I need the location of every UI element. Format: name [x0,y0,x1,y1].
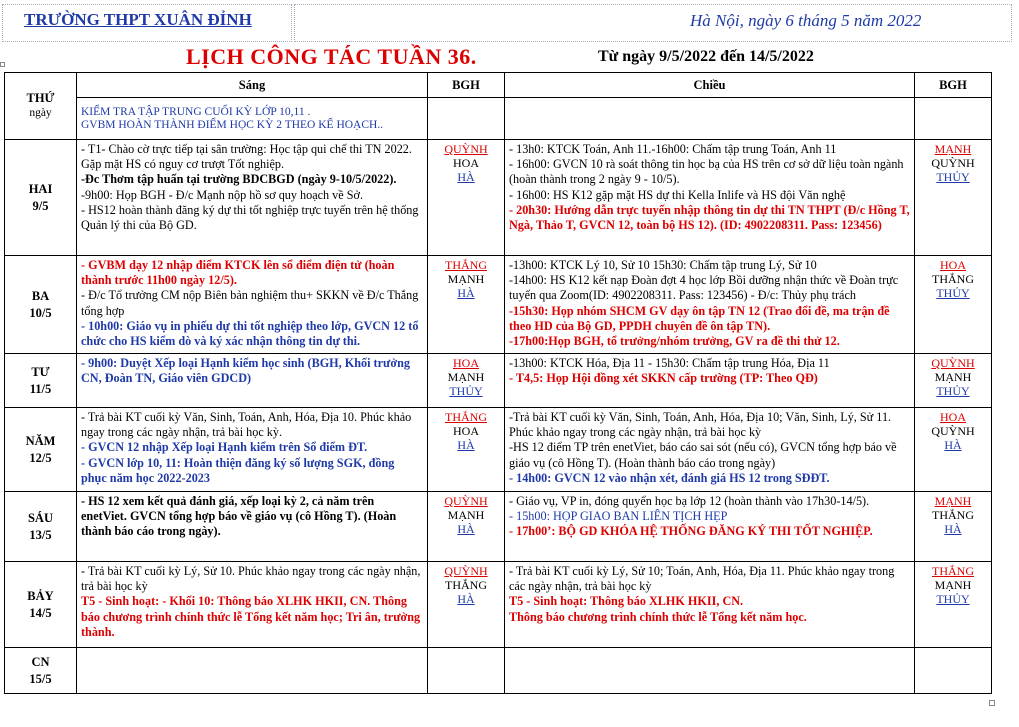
bgh-morning-cell[interactable] [428,562,505,648]
schedule-table [4,72,992,694]
bgh-afternoon-cell[interactable] [915,354,992,408]
day-date: 9/5 [32,198,49,213]
day-name: CN [31,654,50,669]
bgh1-entry: THẮNG [445,410,487,424]
bgh2-entry: THỦY [936,384,970,398]
day-column-header [5,73,77,140]
morning-entry: - HS 12 xem kết quả đánh giá, xếp loại kỳ 2, cả năm trên enetViet. GVCN tổng hợp báo về giáo vụ (cô Hồng T). (Hoàn thành báo cáo trong ngày). [81,494,397,539]
afternoon-cell[interactable] [505,256,915,354]
afternoon-entry: - 16h00: HS K12 gặp mặt HS dự thi Kella Inlife và HS đội Văn nghệ [509,187,846,202]
page-title: LỊCH CÔNG TÁC TUẦN 36. [186,44,477,69]
afternoon-entry: -15h30: Họp nhóm SHCM GV dạy ôn tập TN 12 (Trao đổi đề, ma trận đề theo HD của Bộ GD, PPDH chuyên đề ôn tập TN). [509,303,890,333]
bgh1-entry: HÀ [457,522,475,536]
morning-cell[interactable] [77,648,428,694]
afternoon-entry: - 17h00’: BỘ GD KHÓA HỆ THỐNG ĐĂNG KÝ THI TỐT NGHIỆP. [509,524,873,539]
bgh2-entry: THẮNG [932,564,974,578]
afternoon-entry: - Giáo vụ, VP in, đóng quyển học bạ lớp 12 (hoàn thành vào 17h30-14/5). [509,494,870,508]
morning-entry: -Đc Thơm tập huấn tại trường BDCBGD (ngày 9-10/5/2022). [81,172,397,187]
day-cell [5,256,77,354]
bgh2-entry: THẮNG [932,508,974,522]
bgh2-entry: MẠNH [934,370,972,384]
bgh1-entry: HÀ [457,438,475,452]
bgh1-entry: THẮNG [445,578,487,592]
bgh1-entry: THẮNG [445,258,487,272]
bgh1-entry: HÀ [457,592,475,606]
morning-entry: - Trả bài KT cuối kỳ Lý, Sử 10. Phúc khảo ngay trong các ngày nhận, trả bài học kỳ [81,564,421,594]
notice-row [5,98,992,140]
day-cell [5,140,77,256]
morning-cell[interactable] [77,354,428,408]
bgh1-entry: MẠNH [447,272,485,286]
bgh1-entry: HÀ [457,170,475,184]
morning-cell[interactable] [77,492,428,562]
day-cell [5,492,77,562]
table-row [5,256,992,354]
afternoon-cell[interactable] [505,492,915,562]
bgh-morning-column-header: BGH [428,73,505,98]
day-date: 14/5 [29,605,52,620]
bgh2-entry: THỦY [936,286,970,300]
notice-line: KIỂM TRA TẬP TRUNG CUỐI KỲ LỚP 10,11 . [81,105,311,118]
afternoon-entry: - 16h00: GVCN 10 rà soát thông tin học bạ của HS trên cơ sở dữ liệu toàn ngành (hoàn thành trong 2 ngày 9 - 10/5). [509,157,904,187]
bgh-afternoon-column-header: BGH [915,73,992,98]
header-row [5,73,992,98]
afternoon-entry: - Trả bài KT cuối kỳ Lý, Sử 10; Toán, Anh, Hóa, Địa 11. Phúc khảo ngay trong các ngày nhận, trả bài học kỳ [509,564,895,594]
morning-entry: - HS12 hoàn thành đăng ký dự thi tốt nghiệp trực tuyến trên hệ thống Quản lý thi của Bộ GD. [81,202,419,233]
bgh-afternoon-cell[interactable] [915,648,992,694]
bgh2-entry: MẠNH [934,494,972,508]
afternoon-cell[interactable] [505,140,915,256]
morning-entry: -9h00: Họp BGH - Đ/c Mạnh nộp hồ sơ quy hoạch về Sở. [81,187,364,202]
morning-entry: - Trả bài KT cuối kỳ Văn, Sinh, Toán, Anh, Hóa, Địa 10. Phúc khảo ngay trong các ngày nhận, trả bài học kỳ. [81,410,412,440]
bgh1-entry: QUỲNH [444,142,488,156]
morning-entry: - GVCN 12 nhập Xếp loại Hạnh kiểm trên Sổ điểm ĐT. [81,440,368,455]
morning-entry: - GVBM dạy 12 nhập điểm KTCK lên sổ điểm điện tử (hoàn thành trước 11h00 ngày 12/5). [81,258,395,288]
bgh-morning-cell[interactable] [428,354,505,408]
afternoon-entry: -HS 12 điểm TP trên enetViet, báo cáo sai sót (nếu có), GVCN tổng hợp báo về giáo vụ (cô Hồng T). (Hoàn thành báo cáo trong ngày) [509,440,897,470]
afternoon-entry: T5 - Sinh hoạt: Thông báo XLHK HKII, CN. [509,594,744,609]
day-name: HAI [28,181,53,196]
bgh2-entry: THỦY [936,170,970,184]
afternoon-entry: Thông báo chương trình chính thức lễ Tổng kết năm học. [509,609,807,624]
day-date: 13/5 [29,527,52,542]
morning-entry: T5 - Sinh hoạt: - Khối 10: Thông báo XLHK HKII, CN. Thông báo chương trình chính thức lễ Tổng kết năm học; Tri ân, trưởng thành. [81,594,421,639]
bgh-morning-cell[interactable] [428,408,505,492]
bgh1-entry: HOA [453,356,479,370]
morning-entry: - Đ/c Tổ trưởng CM nộp Biên bản nghiệm thu+ SKKN về Đ/c Thắng tổng hợp [81,288,419,318]
table-row [5,354,992,408]
morning-entry: - 9h00: Duyệt Xếp loại Hạnh kiểm học sinh (BGH, Khối trưởng CN, Đoàn TN, Giáo viên GDCD) [81,356,410,386]
day-column-sublabel: ngày [29,107,52,119]
bgh2-entry: QUỲNH [931,356,975,370]
bgh1-entry: MẠNH [447,508,485,522]
bgh-morning-cell[interactable] [428,256,505,354]
morning-entry: - T1- Chào cờ trực tiếp tại sân trường: Học tập qui chế thi TN 2022. Gặp mặt HS có nguy cơ trượt Tốt nghiệp. [81,142,412,172]
morning-entry: - 10h00: Giáo vụ in phiếu dự thi tốt nghiệp theo lớp, GVCN 12 tổ chức cho HS kiểm dò và ký xác nhận thông tin dự thi. [81,318,419,349]
afternoon-entry: - 20h30: Hướng dẫn trực tuyến nhập thông tin dự thi TN THPT (Đ/c Hồng T, Ngà, Thảo T, GVCN 12, toàn bộ HS 12). (ID: 4902208311. Pass: 123456) [509,202,910,233]
day-name: TƯ [31,364,50,379]
table-row [5,562,992,648]
table-resize-handle[interactable] [989,700,995,706]
notice-bgh-cell [428,98,505,140]
bgh-afternoon-cell[interactable] [915,562,992,648]
morning-cell[interactable] [77,256,428,354]
morning-cell[interactable] [77,140,428,256]
day-date: 15/5 [29,671,52,686]
bgh1-entry: MẠNH [447,370,485,384]
bgh2-entry: QUỲNH [931,156,975,170]
notice-cell [77,98,428,140]
table-row [5,492,992,562]
afternoon-entry: - 14h00: GVCN 12 vào nhận xét, đánh giá HS 12 trong SĐĐT. [509,470,830,485]
bgh2-entry: MẠNH [934,578,972,592]
bgh-morning-cell[interactable] [428,492,505,562]
bgh2-entry: HOA [940,410,966,424]
afternoon-cell[interactable] [505,562,915,648]
day-column-label: THỨ [26,90,55,105]
afternoon-cell[interactable] [505,354,915,408]
date-range: Từ ngày 9/5/2022 đến 14/5/2022 [598,48,814,65]
day-cell [5,648,77,694]
notice-line: GVBM HOÀN THÀNH ĐIỂM HỌC KỲ 2 THEO KẾ HOẠCH.. [81,118,384,131]
day-name: SÁU [27,510,53,525]
bgh1-entry: HÀ [457,286,475,300]
afternoon-column-header: Chiều [505,73,915,98]
bgh-afternoon-cell[interactable] [915,256,992,354]
bgh2-entry: HÀ [944,522,962,536]
morning-entry: - GVCN lớp 10, 11: Hoàn thiện đăng ký số lượng SGK, đồng phục năm học 2022-2023 [81,455,395,485]
bgh-afternoon-cell[interactable] [915,140,992,256]
afternoon-entry: -17h00:Họp BGH, tổ trưởng/nhóm trưởng, GV ra đề thi thử 12. [509,334,840,349]
notice-bgh2-cell [915,98,992,140]
morning-column-header: Sáng [77,73,428,98]
day-date: 10/5 [29,305,52,320]
bgh1-entry: QUỲNH [444,494,488,508]
day-date: 12/5 [29,450,52,465]
afternoon-entry: - 13h0: KTCK Toán, Anh 11.-16h00: Chấm tập trung Toán, Anh 11 [509,142,837,156]
afternoon-cell[interactable] [505,648,915,694]
morning-cell[interactable] [77,562,428,648]
table-row [5,408,992,492]
afternoon-entry: - 15h00: HỌP GIAO BAN LIÊN TỊCH HẸP [509,509,728,524]
bgh1-entry: HOA [453,156,479,170]
bgh2-entry: HOA [940,258,966,272]
afternoon-entry: -14h00: HS K12 kết nạp Đoàn đợt 4 học lớp Bồi dưỡng nhận thức về Đoàn trực tuyến qua Zoom(ID: 4902208311. Pass: 123456) - Đ/c: Thủy phụ trách [509,273,899,303]
bgh1-entry: QUỲNH [444,564,488,578]
bgh-afternoon-cell[interactable] [915,408,992,492]
bgh-afternoon-cell[interactable] [915,492,992,562]
day-name: BA [31,288,50,303]
afternoon-entry: -13h00: KTCK Hóa, Địa 11 - 15h30: Chấm tập trung Hóa, Địa 11 [509,356,830,370]
afternoon-entry: - T4,5: Họp Hội đồng xét SKKN cấp trường (TP: Theo QĐ) [509,371,818,386]
document-date: Hà Nội, ngày 6 tháng 5 năm 2022 [690,11,922,30]
school-name: TRƯỜNG THPT XUÂN ĐỈNH [24,10,252,29]
bgh2-entry: HÀ [944,438,962,452]
day-name: BẢY [27,588,54,603]
bgh1-entry: THỦY [449,384,483,398]
table-move-handle[interactable] [0,62,5,67]
day-cell [5,562,77,648]
morning-cell[interactable] [77,408,428,492]
afternoon-cell[interactable] [505,408,915,492]
day-cell [5,408,77,492]
table-row [5,140,992,256]
bgh-morning-cell[interactable] [428,140,505,256]
bgh1-entry: HOA [453,424,479,438]
afternoon-entry: -13h00: KTCK Lý 10, Sử 10 15h30: Chấm tập trung Lý, Sử 10 [509,258,817,272]
afternoon-entry: -Trả bài KT cuối kỳ Văn, Sinh, Toán, Anh, Hóa, Địa 10; Văn, Sinh, Lý, Sử 11. Phúc khảo ngay trong các ngày nhận, trả bài học kỳ [509,410,892,440]
bgh2-entry: THỦY [936,592,970,606]
day-cell [5,354,77,408]
day-name: NĂM [25,433,56,448]
day-date: 11/5 [29,381,52,396]
bgh-morning-cell[interactable] [428,648,505,694]
bgh2-entry: THẮNG [932,272,974,286]
table-row [5,648,992,694]
bgh2-entry: MẠNH [934,142,972,156]
notice-afternoon-cell [505,98,915,140]
bgh2-entry: QUỲNH [931,424,975,438]
